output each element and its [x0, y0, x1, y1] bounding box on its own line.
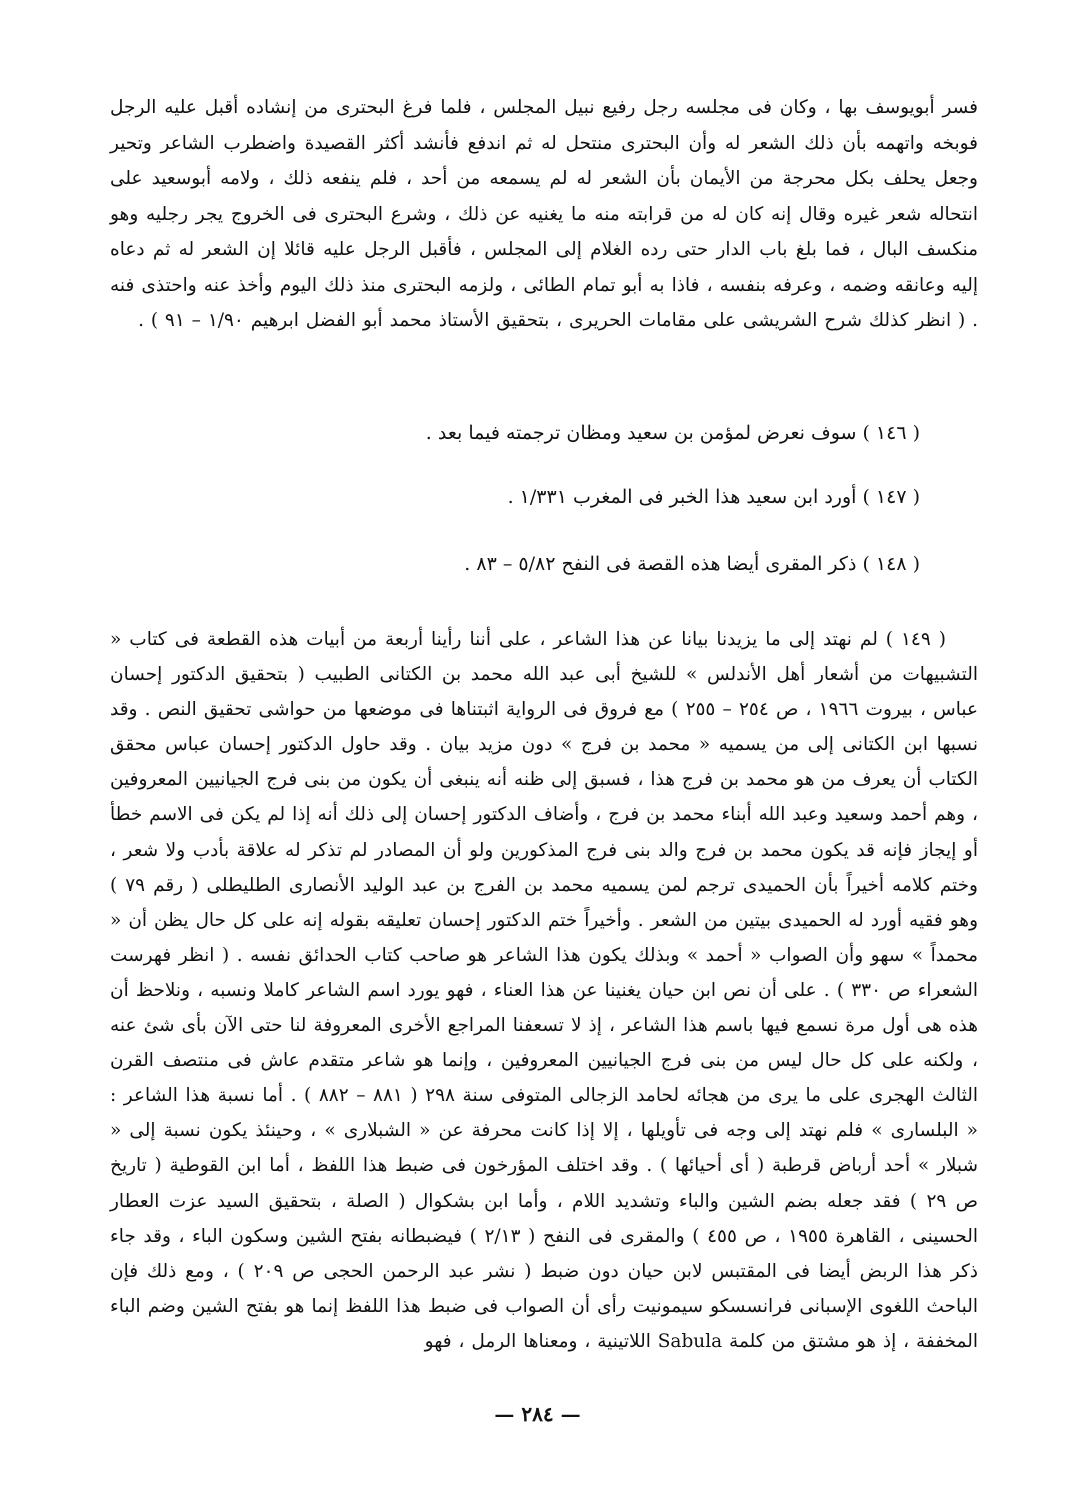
footnote-146: ( ١٤٦ ) سوف نعرض لمؤمن بن سعيد ومظان ترجمته فيما بعد .: [425, 422, 920, 444]
page-number: — ٢٨٤ —: [494, 1402, 581, 1426]
top-paragraph-block: [110, 90, 978, 339]
top-paragraph: فسر أبويوسف بها ، وكان فى مجلسه رجل رفيع نبيل المجلس ، فلما فرغ البحترى من إنشاده أقبل عليه الرجل فوبخه واتهمه بأن ذلك الشعر له وأن البحترى منتحل له ثم اندفع فأنشد أكثر القصيدة واضطرب الشاعر وتحير وجعل يحلف بكل محرجة من الأيمان بأن الشعر له لم يسمعه من أحد ، فلم ينفعه ذلك ، ولامه أبوسعيد على انتحاله شعر غيره وقال إنه كان له من قرابته منه ما يغنيه عن ذلك ، وشرع البحترى فى الخروج يجر رجليه وهو منكسف البال ، فما بلغ باب الدار حتى رده الغلام إلى المجلس ، فأقبل الرجل عليه قائلا إن الشعر له ثم دعاه إليه وعانقه وضمه ، وعرفه بنفسه ، فاذا به أبو تمام الطائى ، ولزمه البحترى منذ ذلك اليوم وأخذ عنه واحتذى فنه . ( انظر كذلك شرح الشريشى على مقامات الحريرى ، بتحقيق الأستاذ محمد أبو الفضل ابرهيم ١/٩٠ – ٩١ ) .: [110, 97, 978, 331]
footnote-147: ( ١٤٧ ) أورد ابن سعيد هذا الخبر فى المغرب ١/٣٣١ .: [507, 486, 920, 508]
footnote-148: ( ١٤٨ ) ذكر المقرى أيضا هذه القصة فى النفح ٥/٨٢ – ٨٣ .: [464, 553, 920, 575]
footnote-149-block: [110, 622, 978, 1359]
footnote-149: ( ١٤٩ ) لم نهتد إلى ما يزيدنا بيانا عن هذا الشاعر ، على أننا رأينا أربعة من أبيات هذه القطعة فى كتاب « التشبيهات من أشعار أهل الأندلس » للشيخ أبى عبد الله محمد بن الكتانى الطبيب ( بتحقيق الدكتور إحسان عباس ، بيروت ١٩٦٦ ، ص ٢٥٤ – ٢٥٥ ) مع فروق فى الرواية اثبتناها فى موضعها من حواشى تحقيق النص . وقد نسبها ابن الكتانى إلى من يسميه « محمد بن فرج » دون مزيد بيان . وقد حاول الدكتور إحسان عباس محقق الكتاب أن يعرف من هو محمد بن فرج هذا ، فسبق إلى ظنه أنه ينبغى أن يكون من بنى فرج الجيانيين المعروفين ، وهم أحمد وسعيد وعبد الله أبناء محمد بن فرج ، وأضاف الدكتور إحسان إلى ذلك أنه إذا لم يكن فى الاسم خطأ أو إيجاز فإنه قد يكون محمد بن فرج والد بنى فرج المذكورين ولو أن المصادر لم تذكر له علاقة بأدب ولا شعر ، وختم كلامه أخيراً بأن الحميدى ترجم لمن يسميه محمد بن الفرج بن عبد الوليد الأنصارى الطليطلى ( رقم ٧٩ ) وهو فقيه أورد له الحميدى بيتين من الشعر . وأخيراً ختم الدكتور إحسان تعليقه بقوله إنه على كل حال يظن أن « محمداً » سهو وأن الصواب « أحمد » وبذلك يكون هذا الشاعر هو صاحب كتاب الحدائق نفسه . ( انظر فهرست الشعراء ص ٣٣٠ ) . على أن نص ابن حيان يغنينا عن هذا العناء ، فهو يورد اسم الشاعر كاملا ونسبه ، ونلاحظ أن هذه هى أول مرة نسمع فيها باسم هذا الشاعر ، إذ لا تسعفنا المراجع الأخرى المعروفة لنا حتى الآن بأى شئ عنه ، ولكنه على كل حال ليس من بنى فرج الجيانيين المعروفين ، وإنما هو شاعر متقدم عاش فى منتصف القرن الثالث الهجرى على ما يرى من هجائه لحامد الزجالى المتوفى سنة ٢٩٨ ( ٨٨١ – ٨٨٢ ) . أما نسبة هذا الشاعر : « البلسارى » فلم نهتد إلى وجه فى تأويلها ، إلا إذا كانت محرفة عن « الشبلارى » ، وحينئذ يكون نسبة إلى « شبلار » أحد أرباض قرطبة ( أى أحيائها ) . وقد اختلف المؤرخون فى ضبط هذا اللفظ ، أما ابن القوطية ( تاريخ ص ٢٩ ) فقد جعله بضم الشين والباء وتشديد اللام ، وأما ابن بشكوال ( الصلة ، بتحقيق السيد عزت العطار الحسينى ، القاهرة ١٩٥٥ ، ص ٤٥٥ ) والمقرى فى النفح ( ٢/١٣ ) فيضبطانه بفتح الشين وسكون الباء ، وقد جاء ذكر هذا الربض أيضا فى المقتبس لابن حيان دون ضبط ( نشر عبد الرحمن الحجى ص ٢٠٩ ) ، ومع ذلك فإن الباحث اللغوى الإسبانى فرانسسكو سيمونيت رأى أن الصواب فى ضبط هذا اللفظ إنما هو بفتح الشين وضم الباء المخففة ، إذ هو مشتق من كلمة Sabula اللاتينية ، ومعناها الرمل ، فهو: [110, 629, 979, 1352]
